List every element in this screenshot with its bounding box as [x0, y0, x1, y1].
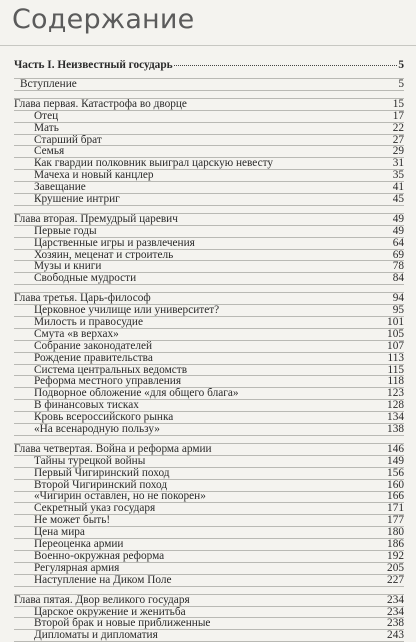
toc-entry-chapter [14, 292, 404, 305]
entry-page: 45 [392, 193, 404, 205]
toc-entry-section [14, 527, 404, 539]
entry-page: 31 [392, 157, 404, 170]
toc-entry-section [14, 261, 404, 273]
entry-page: 138 [387, 423, 404, 436]
entry-page: 78 [392, 260, 404, 273]
toc-entry-section [14, 329, 404, 341]
toc-entry-section [14, 618, 404, 630]
toc-entry-section [14, 365, 404, 377]
entry-page: 27 [392, 133, 404, 146]
entry-page: 128 [387, 399, 404, 412]
entry-page: 41 [392, 181, 404, 194]
entry-label: Церковное училище или университет? [34, 305, 220, 317]
toc-entry-section [14, 539, 404, 551]
entry-page: 192 [387, 549, 404, 562]
entry-label: Система центральных ведомств [34, 364, 188, 376]
toc-entry-section [14, 388, 404, 400]
toc-entry-section [14, 182, 404, 194]
entry-page: 134 [387, 411, 404, 424]
entry-page: 243 [387, 629, 404, 642]
toc-entry-section [14, 111, 404, 123]
entry-label: Военно-окружная реформа [34, 550, 165, 562]
toc-entry-section [14, 424, 404, 436]
leader-dots [174, 65, 398, 66]
entry-label: Глава пятая. Двор великого государя [14, 594, 190, 606]
entry-label: Царственные игры и развлечения [34, 237, 195, 249]
entry-page: 5 [398, 77, 404, 90]
entry-page: 17 [392, 109, 404, 122]
entry-label: Вступление [20, 78, 77, 90]
entry-label: Глава вторая. Премудрый царевич [14, 213, 178, 225]
entry-page: 49 [392, 224, 404, 237]
toc-entry-section [14, 170, 404, 182]
entry-page: 107 [387, 339, 404, 352]
toc-entry-section [14, 400, 404, 412]
entry-page: 95 [392, 304, 404, 317]
toc-entry-section [14, 158, 404, 170]
entry-page: 84 [392, 272, 404, 285]
table-of-contents [14, 55, 404, 642]
toc-entry-section [14, 607, 404, 619]
entry-label: Не может быть! [34, 515, 111, 527]
entry-page: 115 [387, 363, 404, 376]
entry-page: 238 [387, 617, 404, 630]
page-title: Содержание [12, 4, 195, 35]
toc-entry-section [14, 226, 404, 238]
entry-page: 15 [392, 97, 404, 110]
entry-label: Мать [34, 122, 59, 134]
toc-entry-chapter [14, 98, 404, 111]
entry-page: 149 [387, 454, 404, 467]
entry-page: 186 [387, 538, 404, 551]
toc-entry-section [14, 551, 404, 563]
entry-label: Старший брат [34, 134, 102, 146]
entry-page: 105 [387, 327, 404, 340]
toc-entry-section [14, 480, 404, 492]
entry-page: 234 [387, 593, 404, 606]
toc-entry-section [14, 630, 404, 642]
entry-label: Глава третья. Царь-философ [14, 293, 151, 305]
entry-page: 177 [387, 514, 404, 527]
entry-label: Первый Чигиринский поход [34, 467, 170, 479]
entry-label: Завещание [34, 182, 86, 194]
entry-page: 180 [387, 526, 404, 539]
entry-page: 171 [387, 502, 404, 515]
toc-entry-section [14, 575, 404, 587]
entry-label: Реформа местного управления [34, 376, 182, 388]
entry-page: 22 [392, 121, 404, 134]
entry-label: Глава первая. Катастрофа во дворце [14, 98, 187, 110]
entry-page: 35 [392, 169, 404, 182]
entry-label: Мачеха и новый канцлер [34, 170, 154, 182]
entry-label: «Чигирин оставлен, но не покорен» [34, 491, 206, 503]
toc-entry-chapter [14, 594, 404, 607]
title-divider [0, 45, 416, 46]
entry-page: 146 [387, 442, 404, 455]
toc-entry-section [14, 123, 404, 135]
toc-entry-section [14, 250, 404, 262]
entry-page: 113 [387, 351, 404, 364]
entry-label: Собрание законодателей [34, 340, 153, 352]
entry-page: 156 [387, 466, 404, 479]
toc-entry-section [14, 468, 404, 480]
toc-entry-section [14, 456, 404, 468]
entry-label: Милость и правосудие [34, 317, 143, 328]
toc-entry-section [14, 376, 404, 388]
entry-page: 29 [392, 145, 404, 158]
toc-entry-section [14, 238, 404, 250]
entry-page: 166 [387, 490, 404, 503]
toc-entry-chapter [14, 213, 404, 226]
toc-entry-section [14, 305, 404, 317]
toc-entry-chapter [14, 443, 404, 456]
part-label: Часть I. Неизвестный государь [14, 59, 173, 71]
entry-page: 64 [392, 236, 404, 249]
entry-page: 227 [387, 573, 404, 586]
entry-label: Как гвардии полковник выиграл царскую невесту [34, 158, 274, 170]
entry-page: 205 [387, 561, 404, 574]
entry-label: В финансовых тисках [34, 400, 139, 412]
toc-entry-intro [14, 78, 404, 91]
entry-page: 118 [387, 375, 404, 388]
entry-page: 160 [387, 478, 404, 491]
toc-entry-section [14, 563, 404, 575]
entry-label: Подворное обложение «для общего блага» [34, 388, 239, 400]
part-heading [14, 59, 404, 73]
toc-entry-section [14, 317, 404, 329]
entry-label: Рождение правительства [34, 352, 153, 364]
entry-page: 49 [392, 212, 404, 225]
toc-entry-section [14, 412, 404, 424]
toc-entry-section [14, 146, 404, 158]
toc-entry-section [14, 194, 404, 206]
entry-label: Второй Чигиринский поход [34, 479, 168, 491]
toc-entry-section [14, 135, 404, 147]
entry-page: 101 [387, 316, 404, 329]
entry-label: Свободные мудрости [34, 273, 137, 285]
entry-label: «На всенародную пользу» [34, 424, 160, 435]
entry-label: Царское окружение и женитьба [34, 606, 186, 618]
entry-label: Крушение интриг [34, 194, 120, 205]
toc-entry-section [14, 273, 404, 285]
entry-label: Тайны турецкой войны [34, 455, 146, 467]
toc-entry-section [14, 492, 404, 504]
entry-label: Глава четвертая. Война и реформа армии [14, 443, 212, 455]
entry-label: Отец [34, 110, 59, 122]
entry-label: Хозяин, меценат и строитель [34, 249, 174, 261]
entry-label: Кровь всероссийского рынка [34, 412, 174, 424]
part-page: 5 [398, 59, 404, 71]
entry-label: Секретный указ государя [34, 503, 156, 515]
entry-label: Цена мира [34, 527, 85, 539]
toc-entry-section [14, 353, 404, 365]
entry-label: Переоценка армии [34, 539, 124, 550]
entry-label: Смута «в верхах» [34, 328, 119, 340]
entry-label: Музы и книги [34, 261, 102, 273]
toc-entry-section [14, 341, 404, 353]
toc-entry-section [14, 515, 404, 527]
entry-label: Второй брак и новые приближенные [34, 618, 211, 630]
entry-label: Семья [34, 146, 65, 158]
entry-label: Первые годы [34, 225, 97, 237]
entry-label: Дипломаты и дипломатия [34, 630, 158, 642]
entry-label: Регулярная армия [34, 562, 120, 574]
entry-label: Наступление на Диком Поле [34, 574, 172, 586]
entry-page: 69 [392, 248, 404, 261]
entry-page: 123 [387, 387, 404, 400]
entry-page: 234 [387, 605, 404, 618]
toc-entry-section [14, 503, 404, 515]
entry-page: 94 [392, 292, 404, 305]
